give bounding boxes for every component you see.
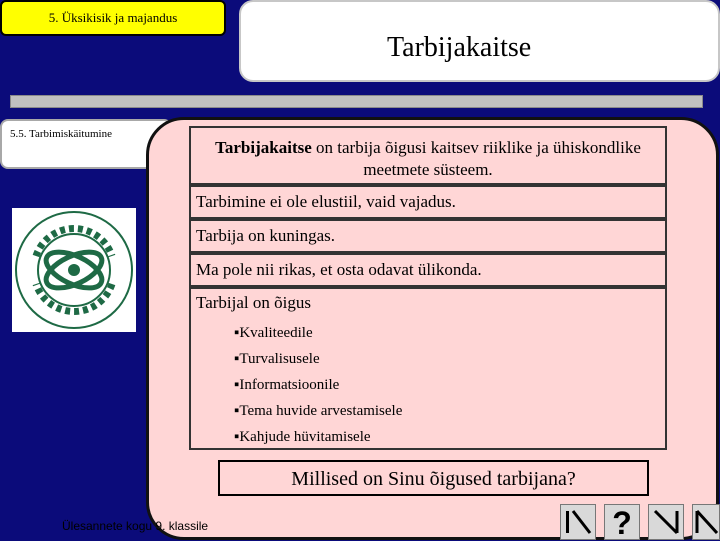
rights-item: ▪Informatsioonile: [234, 377, 340, 393]
separator-bar: [10, 95, 703, 108]
rights-item: ▪Tema huvide arvestamisele: [234, 403, 403, 419]
rights-heading: Tarbijal on õigus: [196, 293, 311, 312]
section-label-text: 5. Üksikisik ja majandus: [48, 10, 178, 25]
logo: [12, 208, 136, 332]
rights-item-label: Informatsioonile: [239, 377, 340, 393]
next-slide-icon: [693, 505, 719, 539]
definition-term: Tarbijakaitse: [215, 138, 312, 157]
statement-row: [189, 219, 667, 253]
rights-item-label: Turvalisusele: [239, 351, 320, 367]
rights-item: ▪Kahjude hüvitamisele: [234, 429, 371, 445]
statement-text: Tarbija on kuningas.: [196, 226, 336, 245]
rights-row: [189, 287, 667, 450]
previous-slide-button[interactable]: [648, 504, 684, 540]
footer-text: Ülesannete kogu 9. klassile: [62, 519, 209, 533]
definition-text: on tarbija õigusi kaitsev riiklike ja ühiskondlike meetmete süsteem.: [311, 138, 641, 179]
statement-text: Tarbimine ei ole elustiil, vaid vajadus.: [196, 192, 456, 211]
question-text: Millised on Sinu õigused tarbijana?: [291, 468, 576, 490]
rights-list: [234, 320, 665, 450]
first-slide-icon: [561, 505, 595, 539]
help-button[interactable]: [604, 504, 640, 540]
statement-row: [189, 253, 667, 287]
definition-row: [189, 126, 667, 185]
question-box: [218, 460, 649, 496]
rights-item: ▪Turvalisusele: [234, 351, 320, 367]
title-box: [239, 0, 720, 82]
rights-item-label: Tema huvide arvestamisele: [239, 403, 403, 419]
rights-item: ▪Kvaliteedile: [234, 325, 313, 341]
rights-item-label: Kahjude hüvitamisele: [239, 429, 371, 445]
tarbijakaitse-logo-icon: [12, 208, 136, 332]
section-label: [0, 0, 226, 36]
statement-text: Ma pole nii rikas, et osta odavat ülikonda.: [196, 260, 482, 279]
next-slide-button[interactable]: [692, 504, 720, 540]
rights-item-label: Kvaliteedile: [239, 325, 313, 341]
previous-slide-icon: [649, 505, 683, 539]
page-title: Tarbijakaitse: [387, 32, 532, 63]
first-slide-button[interactable]: [560, 504, 596, 540]
statement-row: [189, 185, 667, 219]
subsection-label-text: 5.5. Tarbimiskäitumine: [10, 128, 112, 140]
help-icon: ?: [612, 505, 632, 541]
